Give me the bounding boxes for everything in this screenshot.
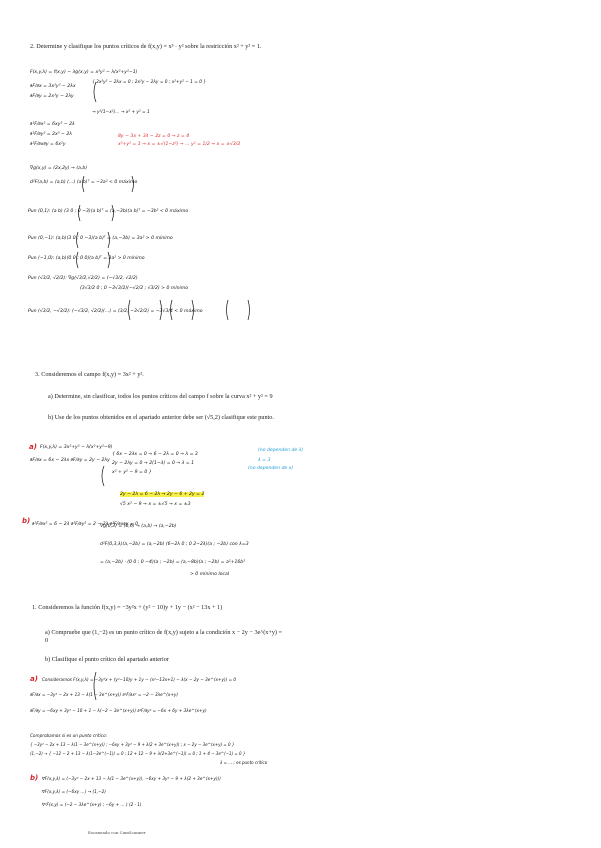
problem-3-item-a: a) Determine, sin clasificar, todos los puntos críticos del campo f sobre la curva x² + y² = 9 — [48, 393, 273, 400]
blue-note: (no dependen de x) — [248, 466, 294, 471]
label-b: b) — [22, 517, 31, 525]
hand-line: Pun (√3/2, √2/2): ∇g(√3/2,√2/2) = (−√3/2, √2/2) — [28, 276, 138, 281]
hand-line: (3√3/2 0 ; 0 −3√3/2)(−√2/2 ; √3/2) > 0 mínimo — [80, 286, 189, 291]
red-note: x²+y² = 1 → x = ±√(1−z²) → … y² = 1/2 → x = ±√3/2 — [118, 142, 241, 147]
hand-line: λ = … ; es punto crítico — [220, 760, 268, 765]
hand-line: Pun (0,1): (a b) (3 0 ; 0 −3)(a b)ᵀ = (a,−3b)(a b)ᵀ = −3b² < 0 máximo — [28, 209, 189, 214]
hand-line: d²F(a,b) = (a,b) (…) (a b)ᵀ = −3a² < 0 máximo — [30, 180, 138, 185]
scanner-footer: Escaneado con CamScanner — [88, 830, 146, 835]
problem-3-item-b: b) Use de los puntos obtenidos en el apartado anterior debe ser (√5,2) clasifique este punto. — [48, 414, 274, 421]
hand-line: ∂F/∂y = 2x³y − 2λy — [30, 94, 74, 99]
hand-line: Pun (0,−1): (a,b)(3 0 ; 0 −3)(a b)ᵀ = (a,−3b) = 3a² > 0 mínimo — [28, 236, 173, 241]
hand-line: ∂²F/∂y² = 2x³ − 2λ — [30, 132, 73, 137]
hand-line: ∇F(x,y,λ) = (−3y² − 2x + 13 − λ(1 − 3e^(x+y)), −6xy + 3y² − 9 + λ(2 + 3e^(x+y))) — [42, 776, 221, 781]
hand-line: ∂F/∂x = 6x − 2λx ∂F/∂y = 2y − 2λy — [30, 458, 110, 463]
problem-1-item-b: b) Clasifique el punto crítico del apartado anterior — [45, 656, 169, 663]
label-a: a) — [29, 443, 37, 451]
hand-line: √5 x² − 9 → x = ±√5 → x = ±3 — [120, 502, 191, 507]
highlighted-equation: 2y − 2λ = 6 − 2λ → 2y − 6 + 2y = 2 — [120, 492, 205, 497]
problem-3-header: 3. Consideremos el campo f(x,y) = 3x² + y². — [35, 371, 144, 378]
hand-line: → y²(1−x²)… → x² + y² = 1 — [92, 110, 150, 115]
hand-line: F(x,y,λ) = f(x,y) − λg(x,y) = x³y² − λ(x²+y²−1) — [30, 70, 138, 75]
hand-line: 2y − 2λy = 0 → 2(1−λ) = 0 → λ = 1 — [112, 461, 195, 466]
hand-line: d²F(0,3,λ)(a,−2b) = (a,−2b) (6−2λ 0 ; 0 2−2λ)(a ; −2b) con λ=3 — [100, 542, 249, 547]
hand-line: Pun (√3/2, −√3/2): (−√3/2, √2/2)(…) = (3/2, −3√2/2) = −3√3/4 < 0 máximo — [28, 309, 203, 314]
hand-line: ∂F/∂x = 3x²y² − 2λx — [30, 84, 76, 89]
hand-line: ∂²F/∂x² = 6 − 2λ ∂²F/∂y² = 2 − 2λ ∂²F/∂x∂y = 0 — [32, 522, 139, 527]
problem-1-header: 1. Consideremos la función f(x,y) = −3y²x + (y² − 10)y + 1y − (x² − 13x + 1) — [32, 604, 223, 611]
hand-line: ∂²F/∂x∂y = 6x²y — [30, 142, 66, 147]
blue-note: λ = 3 — [258, 458, 271, 463]
blue-note: (no dependen de λ) — [258, 448, 304, 453]
hand-line: { −3y² − 2x + 13 − λ(1 − 3e^(x+y)) ; −6xy + 3y² − 9 + λ(2 + 3e^(x+y)) ; x − 2y − 3e^(x+y) = 0 } — [30, 742, 235, 747]
hand-line: F(x,y,λ) = 3x²+y² − λ(x²+y²−9) — [40, 445, 113, 450]
hand-line: ∇g(x,y) = (2x,2y) → (a,b) — [30, 166, 88, 171]
label-a: a) — [30, 675, 38, 683]
hand-line: ∇F(x,y,λ) = (−6xy …) → (1,−2) — [42, 789, 106, 794]
hand-line: Consideramos F(x,y,λ) = −3y²x + (y²−10)y + 1y − (x²−13x+1) − λ(x − 2y − 3e^(x+y)) = 0 — [42, 677, 237, 682]
hand-line: ∂F/∂y = −6xy + 3y² − 10 + 1 − λ(−2 − 3e^(x+y)) ∂²F/∂y² = −6x + 6y + 3λe^(x+y) — [30, 708, 207, 713]
hand-line: > 0 mínimo local — [190, 572, 230, 577]
red-note: 8y − 3x + 3λ − 2z = 0 → z = 4 — [118, 134, 190, 139]
hand-line: ∂F/∂x = −3y² − 2x + 13 − λ(1 − 3e^(x+y)) ∂²F/∂x² = −2 − 3λe^(x+y) — [30, 692, 178, 697]
hand-line: Comprobamos si es un punto crítico: — [30, 733, 108, 738]
label-b: b) — [30, 774, 39, 782]
problem-2-header: 2. Determine y clasifique los puntos críticos de f(x,y) = x³ · y² sobre la restricción x² + y² = 1. — [30, 43, 262, 50]
hand-line: ∂²F/∂x² = 6xy² − 2λ — [30, 122, 75, 127]
hand-line: x² + y² − 9 = 0 } — [112, 470, 152, 475]
hand-line: Pun (−1,0): (a,b)(0 0 ; 0 0)(a b)ᵀ = 3a² > 0 mínimo — [28, 256, 145, 261]
hand-line: ∇²F(x,y) = (−2 − 3λe^(x+y) ; −6y + … ) (2 · 1) — [42, 802, 142, 807]
hand-line: ∇g(0,3) = (0,6) → (a,b) → (a,−2b) — [100, 524, 177, 529]
hand-system: { 3x²y² − 2λx = 0 ; 2x³y − 2λy = 0 ; x²+y² − 1 = 0 } — [92, 80, 207, 85]
hand-line: (1,−2) → { −12 − 2 + 13 − λ(1−3e^(−1)) = 0 ; 12 + 12 − 9 + λ(2+3e^(−1)) = 0 ; 1 + 4 − 3e^(−1) = 0 } — [30, 751, 246, 756]
hand-line: = (a,−2b) · (0 0 ; 0 −4)(a ; −2b) = (a,−8b)(a ; −2b) = a²+16b² — [100, 560, 246, 565]
problem-1-item-a: a) Compruebe que (1,−2) es un punto crítico de f(x,y) sujeto a la condición x − 2y − 3e^(x+y) = 0 — [45, 629, 283, 644]
hand-line: { 6x − 2λx = 0 → 6 − 2λ = 0 → λ = 3 — [112, 452, 198, 457]
